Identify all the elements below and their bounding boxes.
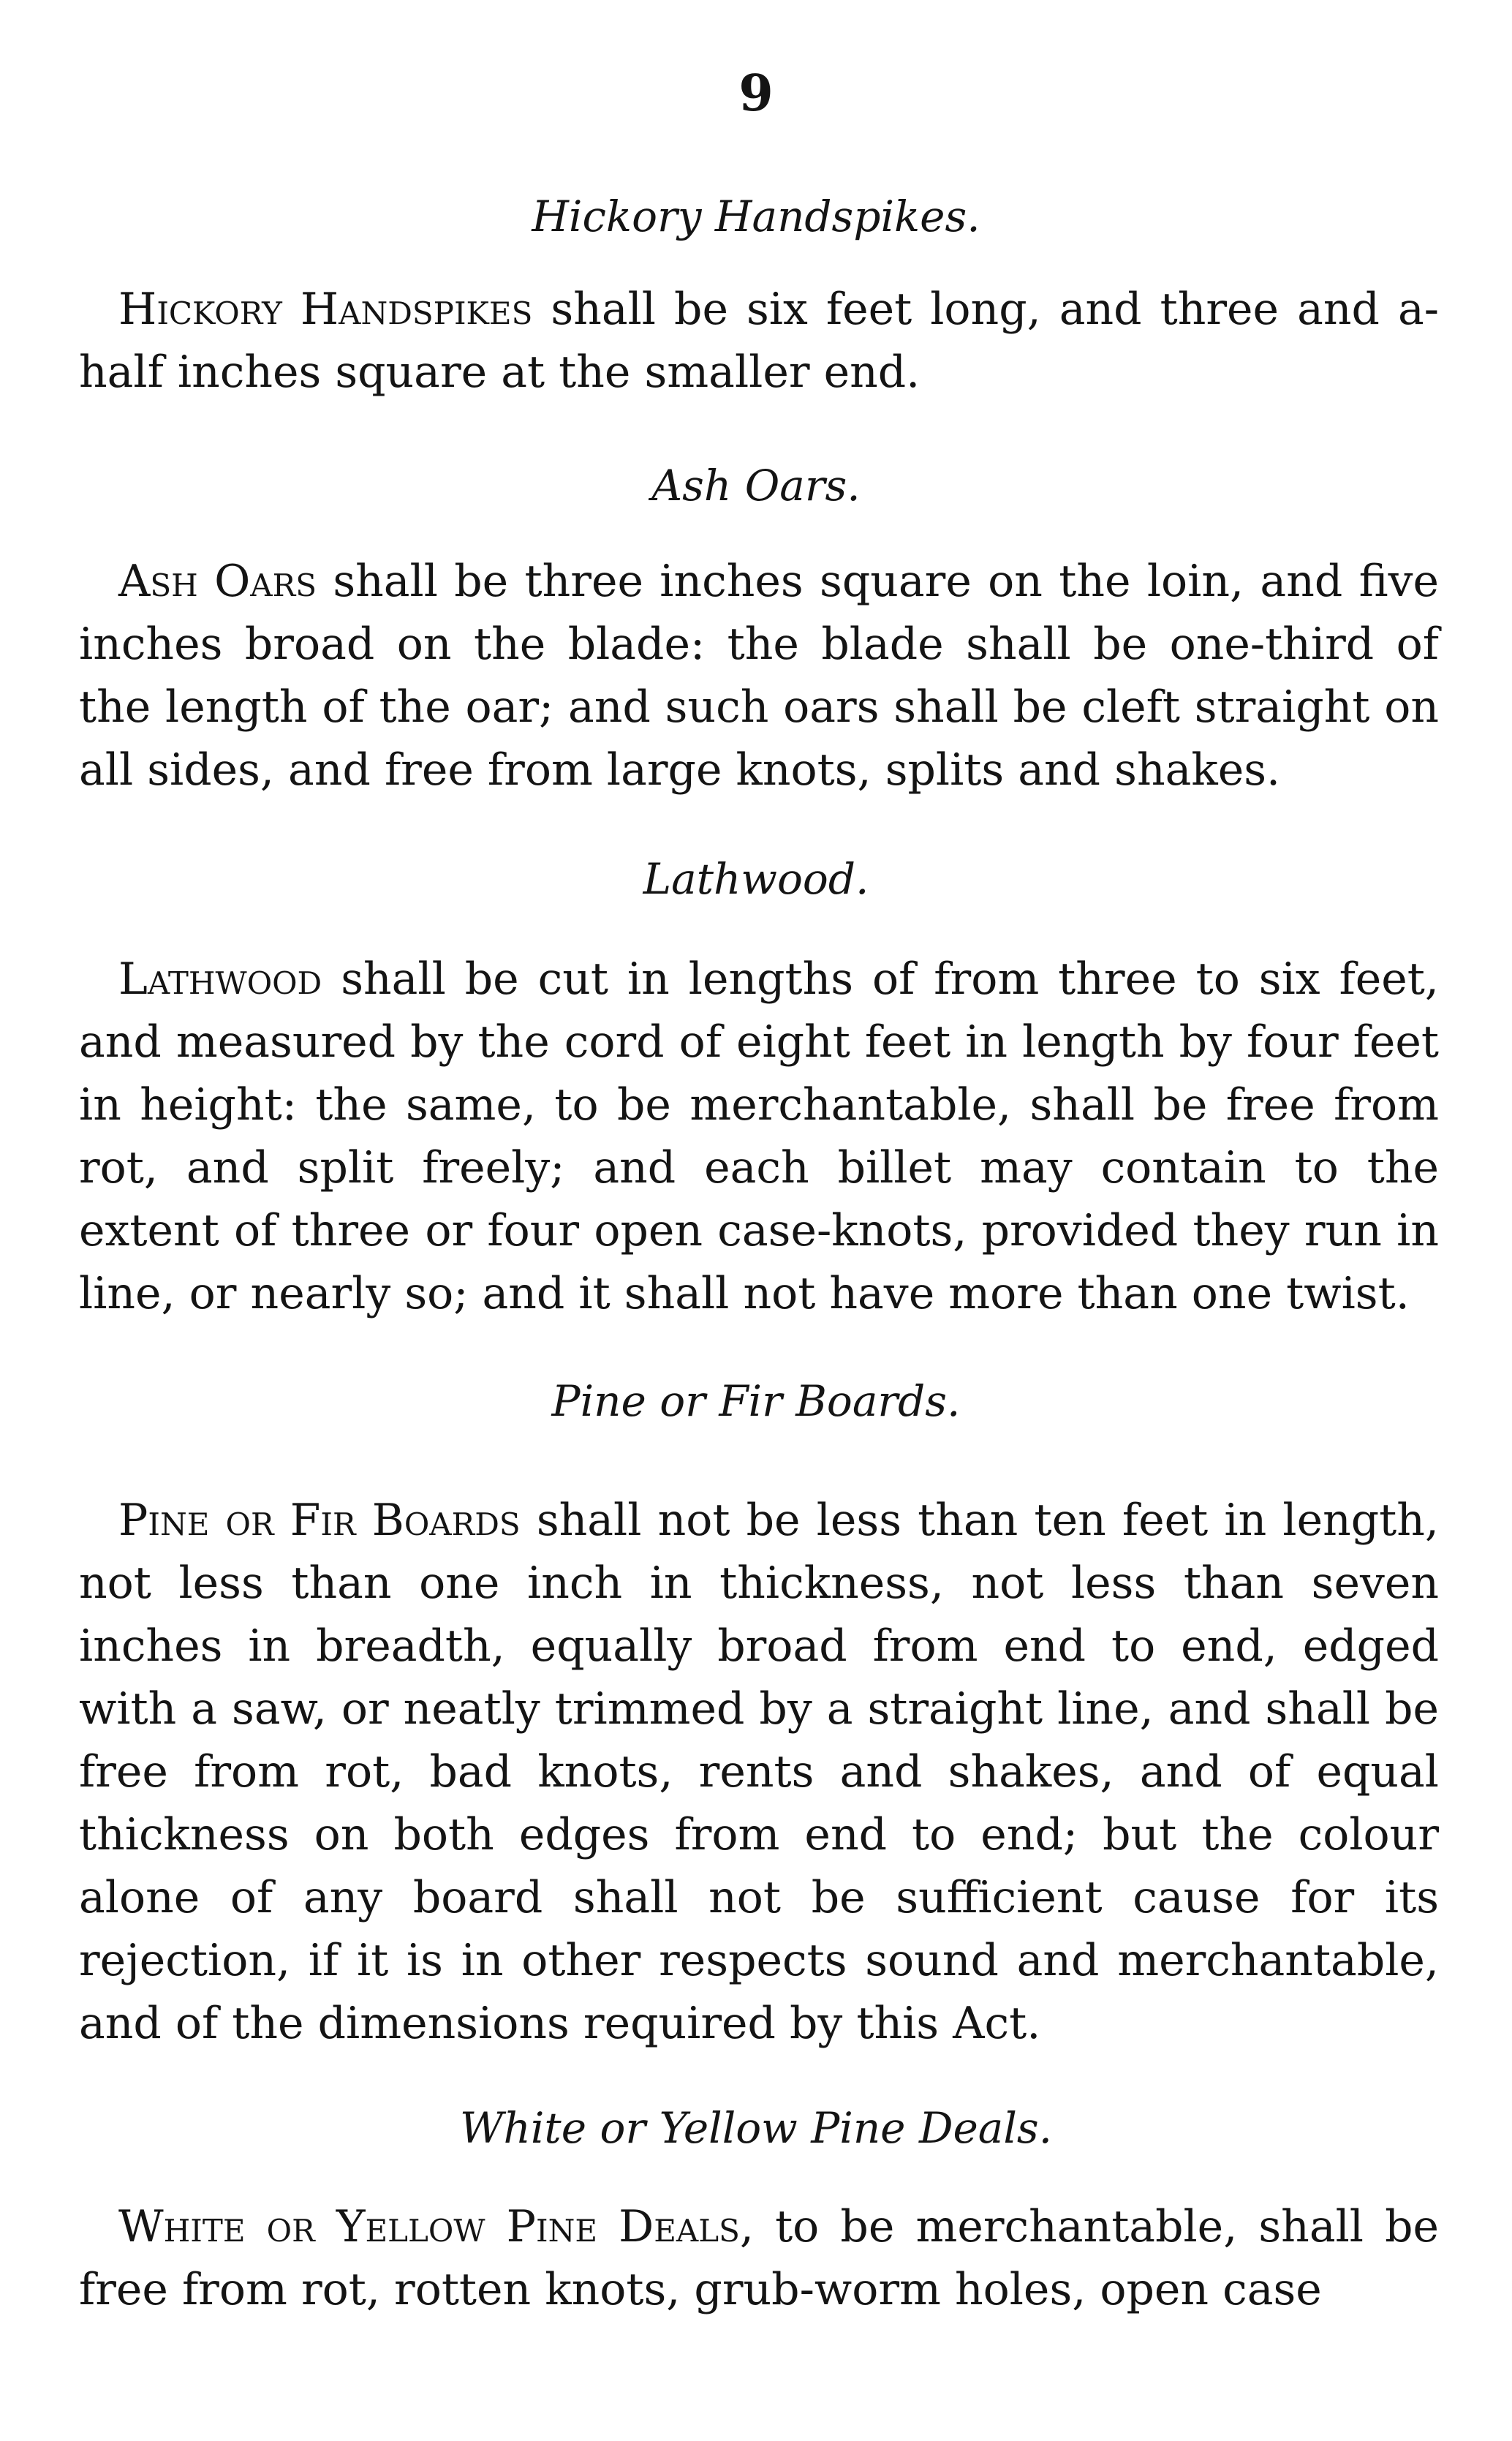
section-text-ash-oars: shall be three inches square on the loin, and five inches broad on the blade: the blade shall be one-third of the length of the oar; and such oars shall be cleft straight on all sides, and free from large knots, splits and shakes.: [79, 556, 1440, 796]
section-paragraph-lathwood: [79, 948, 1439, 1325]
section-paragraph-ash-oars: [79, 550, 1439, 801]
section-text-pine-or-fir-boards: shall not be less than ten feet in length, not less than one inch in thickness, not less than seven inches in breadth, equally broad from end to end, edged with a saw, or neatly trimmed by a straight line, and shall be free from rot, bad knots, rents and shakes, and of equal thickness on both edges from end to end; but the colour alone of any board shall not be sufficient cause for its rejection, if it is in other respects sound and merchantable, and of the dimensions required by this Act.: [79, 1495, 1439, 2049]
section-heading-ash-oars: Ash Oars.: [651, 461, 861, 510]
section-heading-lathwood: Lathwood.: [643, 854, 869, 904]
page-number: 9: [738, 64, 774, 123]
section-text-lathwood: shall be cut in lengths of from three to six feet, and measured by the cord of eight feet in length by four feet in height: the same, to be merchantable, shall be free from rot, and split freely; and each billet may contain to the extent of three or four open case-knots, provided they run in line, or nearly so; and it shall not have more than one twist.: [79, 954, 1439, 1319]
section-lead-lathwood: Lathwood: [118, 954, 322, 1005]
section-paragraph-white-or-yellow-pine-deals: [79, 2195, 1439, 2321]
section-lead-hickory-handspikes: Hickory Handspikes: [118, 284, 533, 335]
section-heading-pine-or-fir-boards: Pine or Fir Boards.: [551, 1376, 961, 1426]
section-text-hickory-handspikes: shall be six feet long, and three and a-half inches square at the smaller end.: [79, 284, 1439, 398]
section-lead-ash-oars: Ash Oars: [118, 556, 317, 607]
section-lead-white-or-yellow-pine-deals: White or Yellow Pine Deals: [118, 2201, 740, 2252]
section-lead-pine-or-fir-boards: Pine or Fir Boards: [118, 1495, 521, 1546]
section-paragraph-hickory-handspikes: [79, 278, 1439, 404]
section-paragraph-pine-or-fir-boards: [79, 1489, 1439, 2055]
section-heading-hickory-handspikes: Hickory Handspikes.: [532, 192, 980, 241]
section-heading-white-or-yellow-pine-deals: White or Yellow Pine Deals.: [459, 2103, 1053, 2153]
section-text-white-or-yellow-pine-deals: , to be merchantable, shall be free from rot, rotten knots, grub-worm holes, open case: [79, 2201, 1439, 2315]
